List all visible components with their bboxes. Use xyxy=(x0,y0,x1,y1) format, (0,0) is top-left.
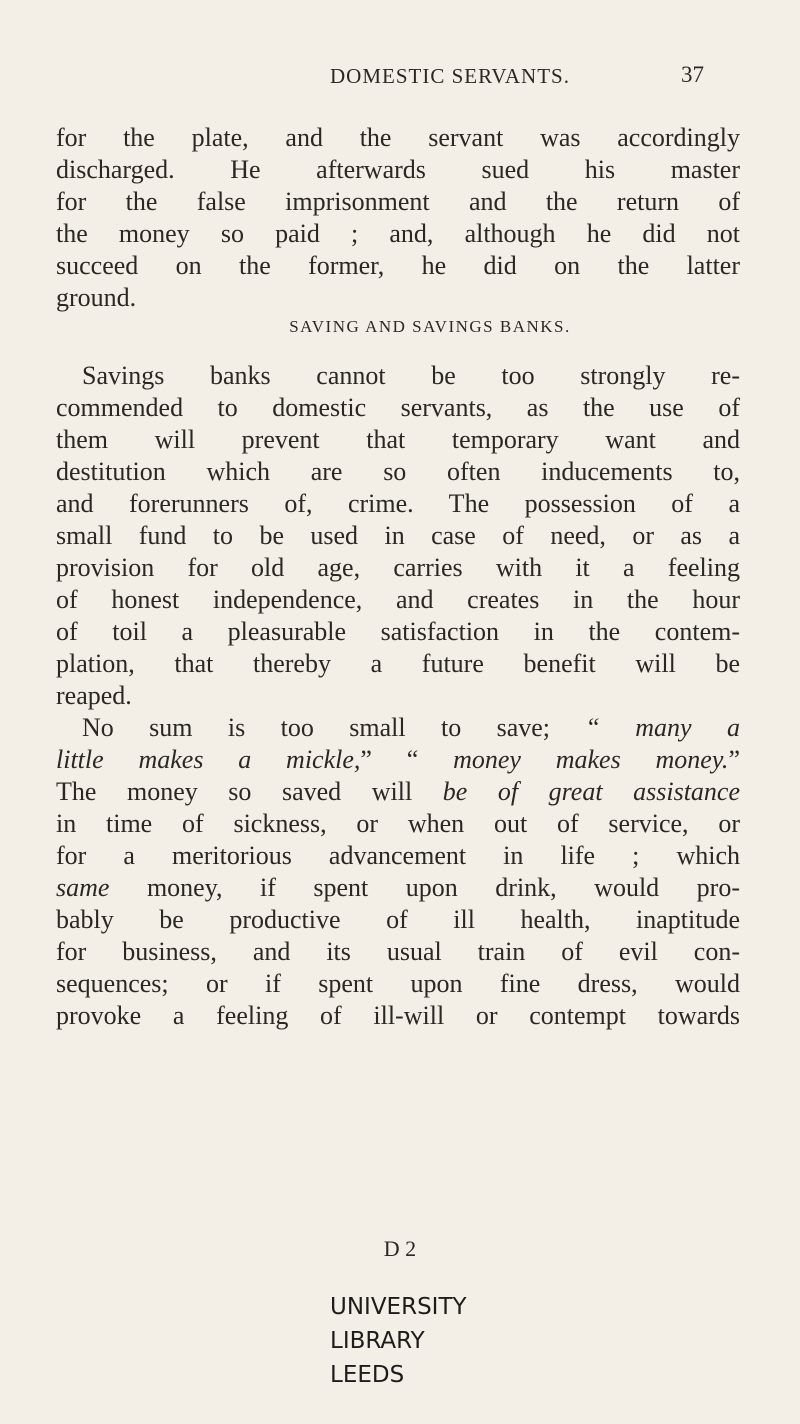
page-number: 37 xyxy=(681,62,704,87)
text-line: provision for old age, carries with it a feeling xyxy=(56,553,740,582)
quote-italic: little makes a mickle, xyxy=(56,745,361,774)
text-line: and forerunners of, crime. The possession of a xyxy=(56,489,740,518)
text-line: for business, and its usual train of evil con- xyxy=(56,937,740,966)
text-line: plation, that thereby a future benefit will be xyxy=(56,649,740,678)
text-line: reaped. xyxy=(56,681,132,710)
text-run: No sum is too small to save; xyxy=(82,713,586,742)
section-heading: SAVING AND SAVINGS BANKS. xyxy=(289,317,571,336)
running-head: DOMESTIC SERVANTS. xyxy=(330,64,570,88)
text-line: discharged. He afterwards sued his master xyxy=(56,155,740,184)
library-stamp xyxy=(330,1290,470,1392)
page-header xyxy=(0,64,800,96)
text-run: money, if spent upon drink, would pro- xyxy=(109,873,740,902)
text-line: ground. xyxy=(56,283,137,312)
text-line xyxy=(56,712,740,744)
text-line: for the plate, and the servant was accordingly xyxy=(56,123,740,152)
text-line: in time of sickness, or when out of service, or xyxy=(56,809,740,838)
text-run: ” “ xyxy=(360,745,454,774)
text-line: bably be productive of ill health, inaptitude xyxy=(56,905,740,934)
emphasis-italic: be of great assistance xyxy=(442,777,741,806)
emphasis-italic: same xyxy=(56,873,110,902)
text-line: of honest independence, and creates in the hour xyxy=(56,585,740,614)
quote-italic: “ many a xyxy=(585,713,740,742)
text-line: for the false imprisonment and the return of xyxy=(56,187,740,216)
text-run: The money so saved will xyxy=(56,777,443,806)
paragraph-savings-banks xyxy=(56,360,740,712)
paragraph-small-sums xyxy=(56,712,740,1032)
text-line: for a meritorious advancement in life ; which xyxy=(56,841,740,870)
text-line: succeed on the former, he did on the latter xyxy=(56,251,740,280)
signature-mark: D 2 xyxy=(383,1236,417,1261)
text-run: ” xyxy=(728,745,740,774)
quote-italic: money makes money. xyxy=(453,745,729,774)
stamp-line: LIBRARY xyxy=(330,1328,425,1354)
text-line: small fund to be used in case of need, or as a xyxy=(56,521,740,550)
text-line xyxy=(56,744,740,776)
text-line: commended to domestic servants, as the use of xyxy=(56,393,740,422)
stamp-line: LEEDS xyxy=(330,1362,405,1388)
text-line: sequences; or if spent upon fine dress, would xyxy=(56,969,740,998)
paragraph-continuation xyxy=(56,122,740,314)
text-line: them will prevent that temporary want and xyxy=(56,425,740,454)
text-line xyxy=(56,872,740,904)
text-line: of toil a pleasurable satisfaction in the contem- xyxy=(56,617,740,646)
stamp-line: UNIVERSITY xyxy=(330,1294,467,1320)
text-line: provoke a feeling of ill-will or contempt towards xyxy=(56,1001,740,1030)
text-line xyxy=(56,776,740,808)
text-line: the money so paid ; and, although he did not xyxy=(56,219,740,248)
text-line: destitution which are so often inducements to, xyxy=(56,457,740,486)
text-line: Savings banks cannot be too strongly re- xyxy=(82,361,740,390)
